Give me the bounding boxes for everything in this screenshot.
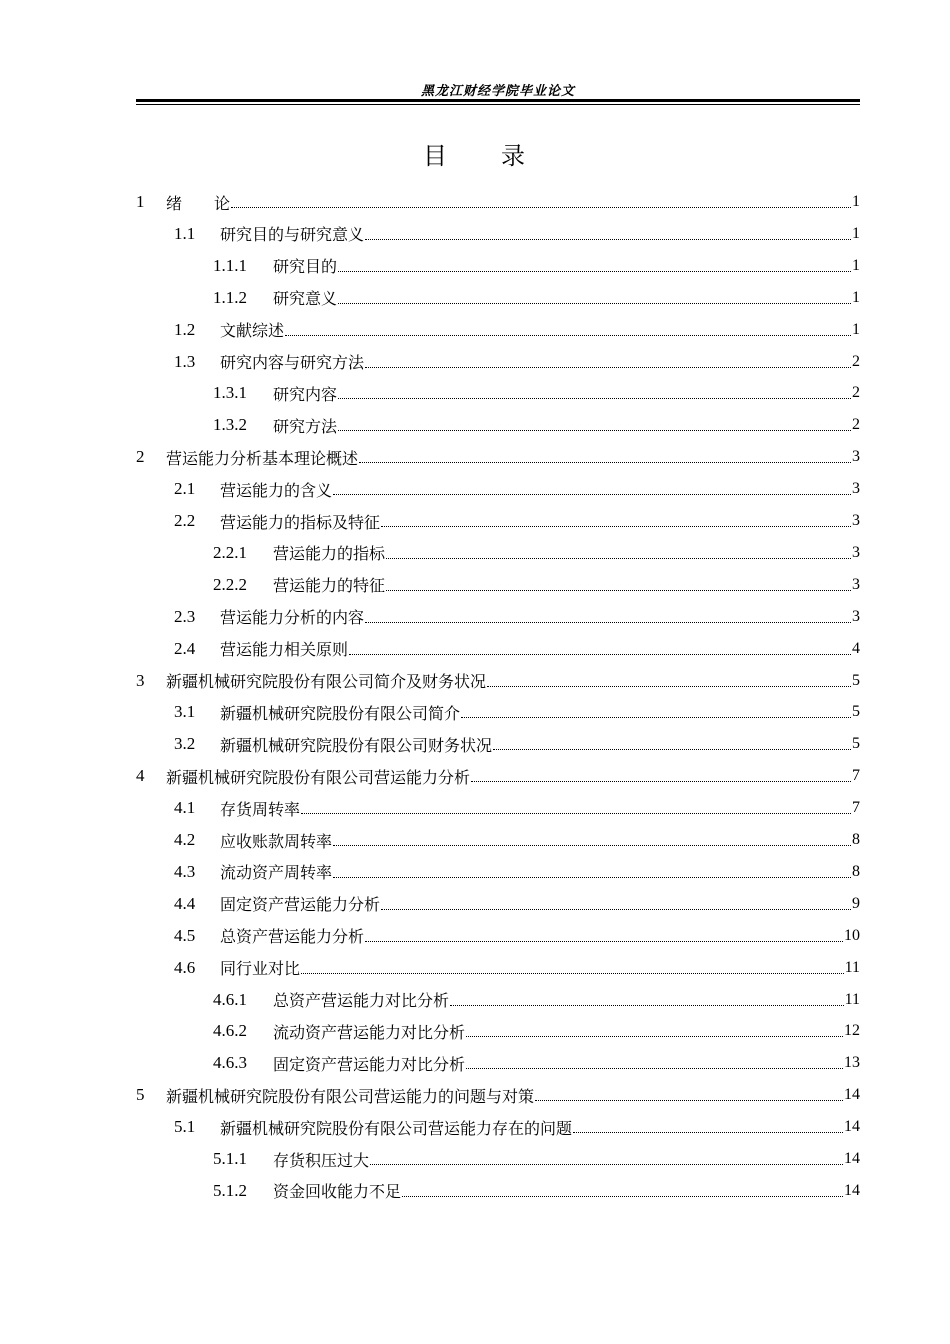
toc-entry-page: 3 <box>852 575 860 593</box>
toc-entry[interactable] <box>136 505 860 537</box>
toc-entry-number: 1.3.1 <box>213 383 247 403</box>
toc-dot-leader <box>338 270 851 272</box>
toc-entry[interactable] <box>136 314 860 346</box>
toc-entry-page: 14 <box>844 1086 860 1104</box>
toc-entry[interactable] <box>136 696 860 728</box>
toc-entry-number: 4 <box>136 766 145 786</box>
toc-entry-label: 固定资产营运能力对比分析 <box>273 1054 466 1074</box>
toc-entry[interactable] <box>136 1143 860 1175</box>
toc-entry-label: 新疆机械研究院股份有限公司财务状况 <box>220 735 493 755</box>
toc-entry-page: 3 <box>852 448 860 466</box>
toc-dot-leader <box>466 1067 843 1069</box>
toc-entry-page: 3 <box>852 607 860 625</box>
toc-dot-leader <box>573 1131 843 1133</box>
toc-entry-number: 2.4 <box>174 638 196 658</box>
toc-entry-page: 11 <box>844 958 860 976</box>
toc-entry-page: 1 <box>852 320 860 338</box>
toc-entry-label: 新疆机械研究院股份有限公司营运能力的问题与对策 <box>166 1086 535 1106</box>
toc-entry-page: 14 <box>844 1150 860 1167</box>
toc-entry[interactable] <box>136 824 860 856</box>
toc-entry-label: 营运能力相关原则 <box>220 640 349 660</box>
toc-entry-number: 5.1.2 <box>213 1180 247 1200</box>
toc-entry[interactable] <box>136 1175 860 1207</box>
toc-dot-leader <box>285 334 851 336</box>
toc-entry-label: 营运能力的指标及特征 <box>220 512 381 532</box>
toc-entry[interactable] <box>136 250 860 282</box>
toc-entry[interactable] <box>136 218 860 250</box>
toc-entry-label: 新疆机械研究院股份有限公司营运能力分析 <box>166 767 471 787</box>
toc-entry-number: 4.5 <box>174 925 196 945</box>
toc-entry-label: 存货周转率 <box>220 799 301 819</box>
toc-entry-label: 研究意义 <box>273 289 338 309</box>
toc-dot-leader <box>450 1004 844 1006</box>
toc-entry-page: 8 <box>852 862 860 880</box>
toc-entry-label: 流动资产营运能力对比分析 <box>273 1022 466 1042</box>
toc-entry-page: 11 <box>844 990 860 1008</box>
toc-dot-leader <box>466 1035 843 1037</box>
toc-entry-number: 4.2 <box>174 830 196 849</box>
toc-dot-leader <box>365 238 851 240</box>
toc-entry[interactable] <box>136 1111 860 1143</box>
toc-entry-number: 4.3 <box>174 861 196 881</box>
toc-dot-leader <box>359 461 851 463</box>
toc-entry-page: 2 <box>852 416 860 434</box>
toc-entry-label: 新疆机械研究院股份有限公司简介 <box>220 703 461 723</box>
toc-entry-label: 文献综述 <box>220 321 285 341</box>
toc-entry-page: 5 <box>852 703 860 721</box>
toc-entry-number: 1.3 <box>174 351 196 371</box>
toc-entry[interactable] <box>136 601 860 633</box>
toc-dot-leader <box>381 525 851 527</box>
toc-entry-number: 4.6.3 <box>213 1053 247 1073</box>
toc-entry[interactable] <box>136 569 860 601</box>
toc-dot-leader <box>493 748 851 750</box>
toc-entry[interactable] <box>136 984 860 1016</box>
toc-entry-label: 研究目的与研究意义 <box>220 225 365 245</box>
toc-entry-page: 10 <box>844 926 860 944</box>
toc-entry-label: 资金回收能力不足 <box>273 1182 402 1202</box>
toc-entry-label: 研究目的 <box>273 257 338 277</box>
toc-entry-number: 5.1.1 <box>213 1149 247 1168</box>
toc-entry-label: 绪 论 <box>166 193 231 213</box>
toc-entry-label: 营运能力的含义 <box>220 480 333 500</box>
toc-dot-leader <box>365 621 851 623</box>
toc-entry-number: 1.1 <box>174 223 196 243</box>
toc-entry-page: 4 <box>852 639 860 657</box>
toc-entry-number: 4.6.2 <box>213 1021 247 1041</box>
toc-entry-number: 4.1 <box>174 798 196 818</box>
toc-entry-number: 2.2.2 <box>213 574 247 594</box>
toc-entry-page: 5 <box>852 735 860 753</box>
toc-entry-number: 3.1 <box>174 702 196 722</box>
toc-dot-leader <box>333 493 851 495</box>
toc-entry[interactable] <box>136 760 860 792</box>
toc-dot-leader <box>301 972 844 974</box>
toc-entry-label: 固定资产营运能力分析 <box>220 895 381 915</box>
toc-entry-number: 1.2 <box>174 319 196 339</box>
toc-entry-page: 5 <box>852 671 860 689</box>
toc-entry-page: 1 <box>852 193 860 210</box>
toc-entry-number: 5.1 <box>174 1117 196 1137</box>
toc-entry-page: 1 <box>852 224 860 242</box>
toc-entry-label: 研究内容与研究方法 <box>220 353 365 372</box>
toc-entry[interactable] <box>136 792 860 824</box>
toc-dot-leader <box>365 940 843 942</box>
toc-entry-number: 1.1.1 <box>213 255 247 275</box>
toc-entry-number: 1.3.2 <box>213 415 247 435</box>
toc-entry[interactable] <box>136 1015 860 1047</box>
toc-entry-page: 9 <box>852 894 860 912</box>
toc-entry[interactable] <box>136 473 860 505</box>
toc-entry-label: 营运能力分析的内容 <box>220 608 365 628</box>
toc-entry[interactable] <box>136 282 860 314</box>
toc-dot-leader <box>461 716 851 718</box>
toc-entry[interactable] <box>136 409 860 441</box>
toc-entry-number: 4.6.1 <box>213 989 247 1009</box>
toc-dot-leader <box>338 302 851 304</box>
toc-entry-page: 1 <box>852 256 860 274</box>
header-rule-thick <box>136 99 860 102</box>
toc-dot-leader <box>381 908 851 910</box>
toc-dot-leader <box>365 366 851 368</box>
toc-entry[interactable] <box>136 1047 860 1079</box>
toc-entry[interactable] <box>136 537 860 569</box>
toc-entry-page: 14 <box>844 1118 860 1136</box>
toc-dot-leader <box>333 844 851 846</box>
toc-entry-label: 总资产营运能力对比分析 <box>273 991 450 1010</box>
toc-entry-page: 8 <box>852 831 860 848</box>
toc-entry-label: 新疆机械研究院股份有限公司简介及财务状况 <box>166 672 487 691</box>
toc-entry-number: 2.2 <box>174 511 196 530</box>
toc-entry-number: 4.6 <box>174 957 196 977</box>
toc-dot-leader <box>535 1099 843 1101</box>
running-header: 黑龙江财经学院毕业论文 <box>420 84 575 99</box>
toc-entry-number: 1 <box>136 192 145 211</box>
toc-entry-page: 7 <box>852 767 860 785</box>
toc-entry-page: 2 <box>852 352 860 370</box>
toc-dot-leader <box>402 1195 843 1197</box>
toc-dot-leader <box>471 780 851 782</box>
toc-dot-leader <box>386 557 851 559</box>
toc-entry[interactable] <box>136 856 860 888</box>
toc-entry[interactable] <box>136 441 860 473</box>
toc-entry[interactable] <box>136 346 860 378</box>
toc-entry[interactable] <box>136 633 860 665</box>
toc-entry[interactable] <box>136 186 860 218</box>
toc-dot-leader <box>333 876 851 878</box>
toc-entry-page: 1 <box>852 288 860 306</box>
toc-entry-label: 流动资产周转率 <box>220 863 333 883</box>
toc-entry-label: 应收账款周转率 <box>220 831 333 851</box>
header-rule-thin <box>136 104 860 105</box>
toc-dot-leader <box>301 812 851 814</box>
toc-entry-label: 营运能力分析基本理论概述 <box>166 448 359 468</box>
toc-entry-number: 2.1 <box>174 479 196 499</box>
page-title: 目 录 <box>423 142 527 170</box>
toc-entry-page: 2 <box>852 384 860 402</box>
toc-entry-number: 2.3 <box>174 606 196 626</box>
toc-entry-label: 存货积压过大 <box>273 1150 370 1170</box>
toc-entry[interactable] <box>136 665 860 697</box>
toc-entry-label: 同行业对比 <box>220 959 301 979</box>
toc-entry-label: 研究内容 <box>273 384 338 404</box>
toc-dot-leader <box>487 685 851 687</box>
toc-dot-leader <box>349 653 851 655</box>
toc-dot-leader <box>386 589 851 591</box>
toc-entry-label: 总资产营运能力分析 <box>220 927 365 947</box>
toc-entry-number: 3.2 <box>174 734 196 754</box>
toc-entry-number: 4.4 <box>174 893 196 913</box>
toc-entry[interactable] <box>136 728 860 760</box>
toc-entry[interactable] <box>136 377 860 409</box>
toc-dot-leader <box>231 206 851 208</box>
toc-entry-page: 14 <box>844 1181 860 1199</box>
toc-entry-label: 研究方法 <box>273 416 338 436</box>
toc-entry[interactable] <box>136 920 860 952</box>
toc-entry-page: 3 <box>852 512 860 529</box>
toc-entry-label: 营运能力的指标 <box>273 544 386 564</box>
toc-entry-page: 12 <box>844 1022 860 1040</box>
toc-entry-number: 1.1.2 <box>213 287 247 307</box>
toc-entry-number: 5 <box>136 1085 145 1105</box>
toc-entry-page: 3 <box>852 480 860 498</box>
toc-entry[interactable] <box>136 888 860 920</box>
toc-dot-leader <box>338 397 851 399</box>
toc-entry-page: 3 <box>852 543 860 561</box>
toc-entry-number: 2.2.1 <box>213 542 247 562</box>
toc-dot-leader <box>338 429 851 431</box>
toc-entry-label: 新疆机械研究院股份有限公司营运能力存在的问题 <box>220 1118 573 1138</box>
toc-dot-leader <box>370 1163 843 1165</box>
toc-entry-page: 7 <box>852 799 860 817</box>
toc-entry-page: 13 <box>844 1054 860 1072</box>
toc-entry-number: 2 <box>136 447 145 467</box>
toc-entry-label: 营运能力的特征 <box>273 576 386 596</box>
toc-entry[interactable] <box>136 952 860 984</box>
toc-entry-number: 3 <box>136 670 145 690</box>
toc-entry[interactable] <box>136 1079 860 1111</box>
